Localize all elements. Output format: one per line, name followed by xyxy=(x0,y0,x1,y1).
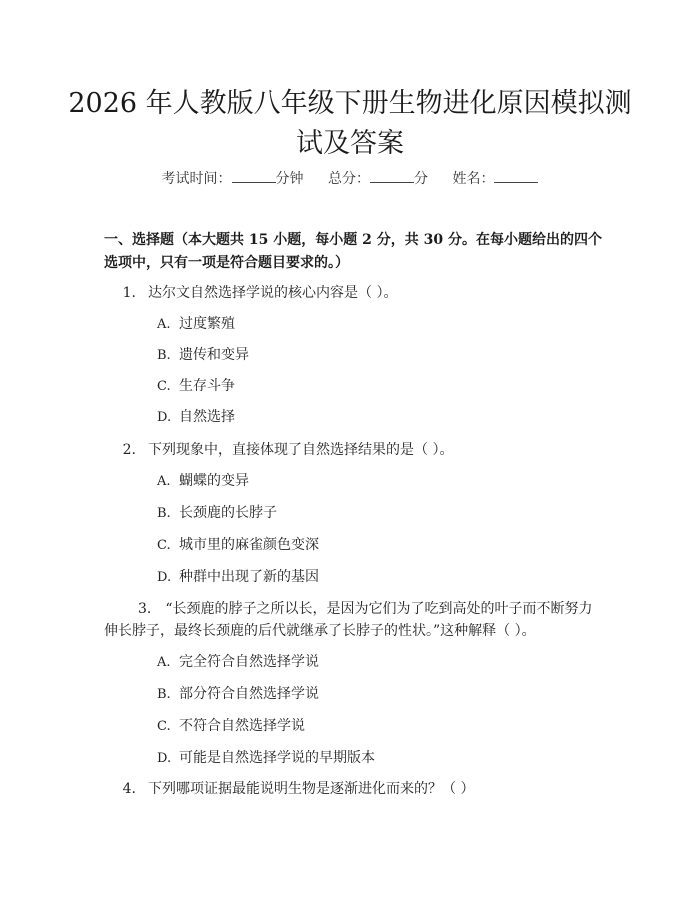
question: 2. 下列现象中，直接体现了自然选择结果的是（ ）。 xyxy=(122,442,454,458)
option: A. 蝴蝶的变异 xyxy=(157,473,249,489)
student-name: 姓名： xyxy=(452,168,538,188)
exam-time: 考试时间： 分钟 xyxy=(161,171,304,187)
option: B. 长颈鹿的长脖子 xyxy=(157,505,277,521)
option: B. 部分符合自然选择学说 xyxy=(157,686,319,702)
option: C. 不符合自然选择学说 xyxy=(157,718,305,734)
name-blank xyxy=(494,170,538,183)
question: 4. 下列哪项证据最能说明生物是逐渐进化而来的？（ ） xyxy=(122,781,475,797)
question: 3. “长颈鹿的脖子之所以长，是因为它们为了吃到高处的叶子而不断努力伸长脖子，最终长颈鹿的后代就继承了长脖子的性状。”这种解释（ ）。 xyxy=(104,601,593,639)
score-blank xyxy=(370,170,414,183)
option: D. 可能是自然选择学说的早期版本 xyxy=(157,750,375,766)
option: D. 自然选择 xyxy=(157,409,235,425)
time-blank xyxy=(232,170,276,183)
option: A. 过度繁殖 xyxy=(157,316,235,332)
question: 1. 达尔文自然选择学说的核心内容是（ ）。 xyxy=(122,285,398,301)
section-heading: 一、选择题（本大题共 15 小题，每小题 2 分，共 30 分。在每小题给出的四个选项中，只有一项是符合题目要求的。） xyxy=(104,232,602,271)
option: C. 生存斗争 xyxy=(157,378,235,394)
option: C. 城市里的麻雀颜色变深 xyxy=(157,537,319,553)
document-title: 2026 年人教版八年级下册生物进化原因模拟测试及答案 xyxy=(68,88,632,159)
option: D. 种群中出现了新的基因 xyxy=(157,569,319,585)
option: A. 完全符合自然选择学说 xyxy=(157,654,319,670)
exam-info xyxy=(0,168,700,188)
option: B. 遗传和变异 xyxy=(157,347,249,363)
total-score: 总分： 分 xyxy=(328,171,428,187)
